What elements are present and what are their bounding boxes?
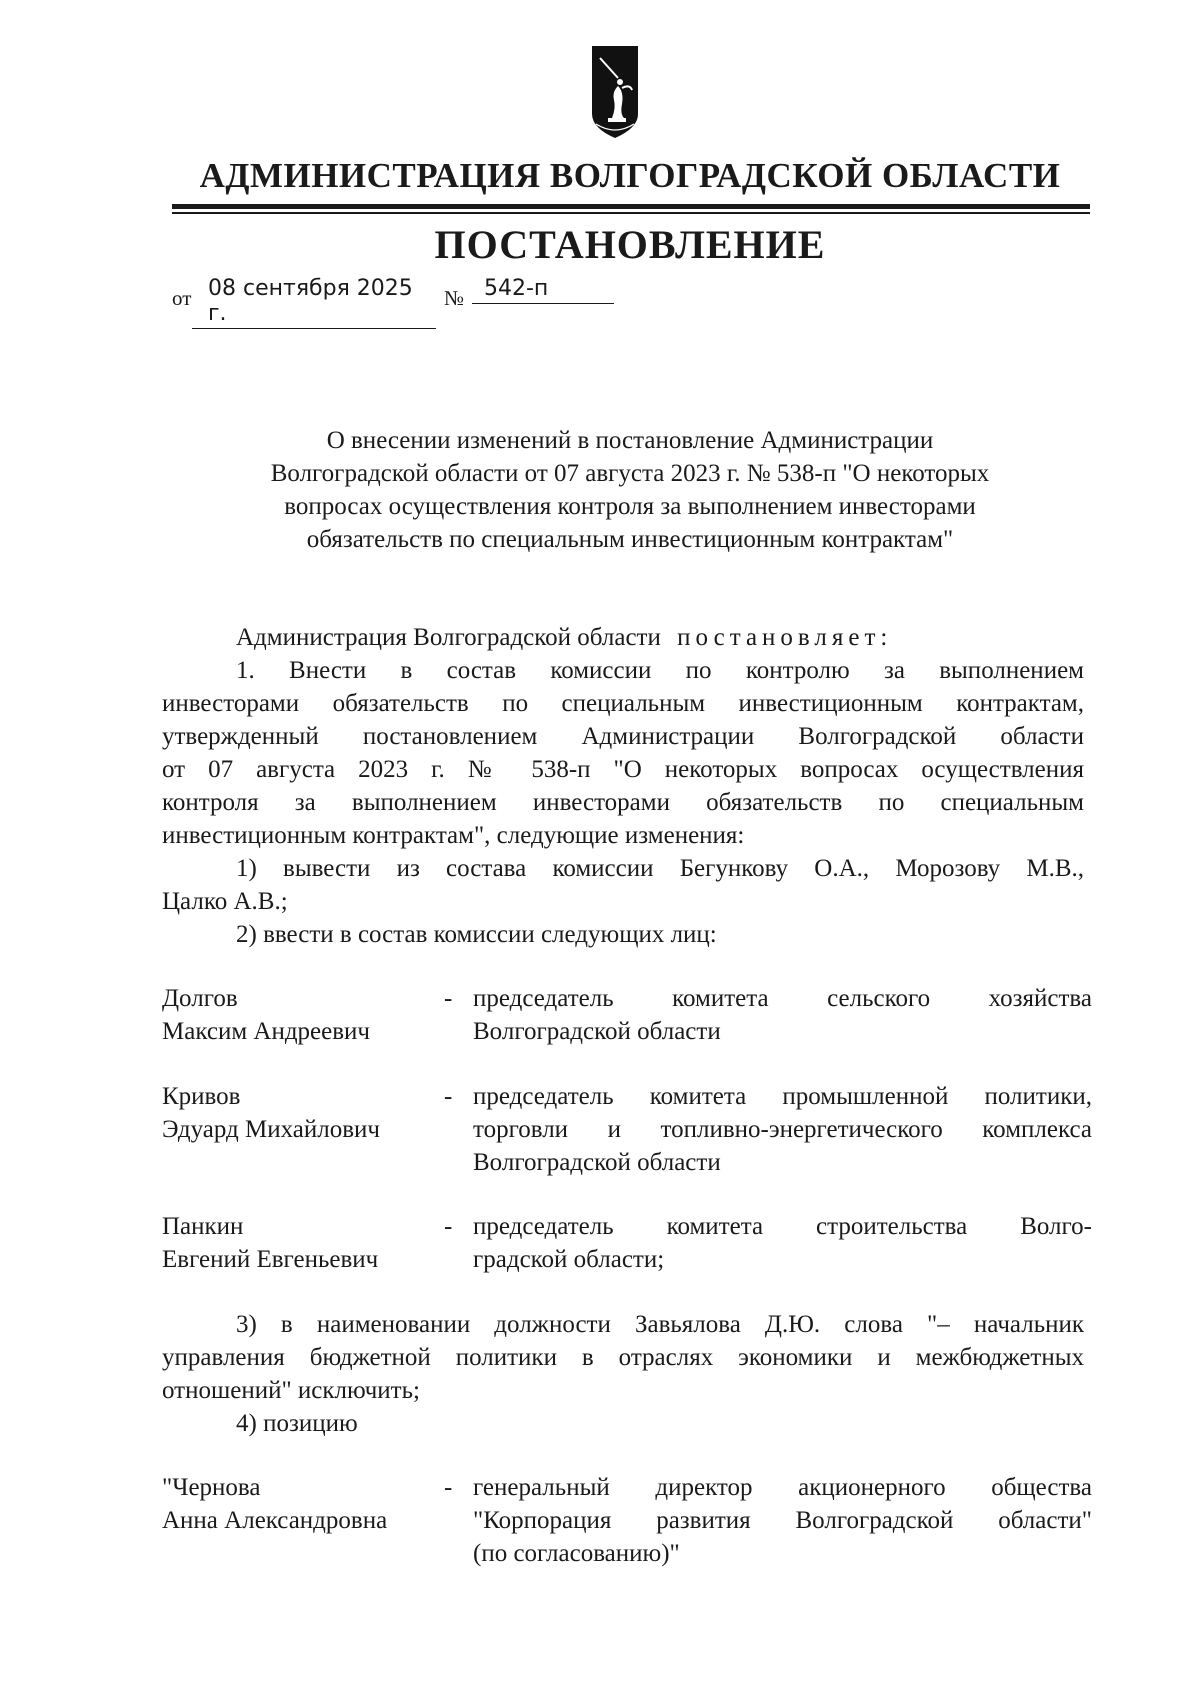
member-given-names: Максим Андреевич xyxy=(162,1018,370,1045)
subitem-4: 4) позицию xyxy=(236,1410,358,1437)
item-1-line: инвестиционным контрактам", следующие изменения: xyxy=(162,822,745,849)
date-number-line xyxy=(172,276,632,326)
title-line: Волгоградской области от 07 августа 2023 г. № 538-п "О некоторых xyxy=(270,460,990,487)
member-position-chernova xyxy=(473,1471,1092,1570)
item-1-line: утвержденный постановлением Администрации Волгоградской области xyxy=(162,723,1084,750)
member-given-names: Эдуард Михайлович xyxy=(162,1116,380,1143)
member-position-line: председатель комитета строительства Волго- xyxy=(473,1213,1092,1240)
document-title xyxy=(160,424,1100,556)
member-position-dolgov xyxy=(473,982,1092,1048)
member-given-names: Анна Александровна xyxy=(162,1507,388,1534)
document-type: ПОСТАНОВЛЕНИЕ xyxy=(434,222,826,267)
preamble-text: Администрация Волгоградской области xyxy=(236,624,661,651)
subitem-1-line: 1) вывести из состава комиссии Бегункову О.А., Морозову М.В., xyxy=(236,855,1084,882)
member-dash: - xyxy=(444,1213,453,1240)
title-line: обязательств по специальным инвестиционным контрактам" xyxy=(306,526,954,553)
number-label: № xyxy=(444,286,465,310)
member-position-pankin xyxy=(473,1210,1092,1276)
item-1 xyxy=(162,654,1084,852)
subitem-1 xyxy=(162,852,1084,918)
volgograd-coat-of-arms-icon xyxy=(590,44,640,144)
title-line: вопросах осуществления контроля за выполнением инвесторами xyxy=(284,493,976,520)
item-1-line: от 07 августа 2023 г. № 538-п "О некоторых вопросах осуществления xyxy=(162,756,1084,783)
member-dash: - xyxy=(444,1474,453,1501)
resolves-word: постановляет: xyxy=(677,624,893,651)
member-position-line: (по согласованию)" xyxy=(473,1540,680,1567)
subitem-3-line: отношений" исключить; xyxy=(162,1377,420,1404)
member-dash: - xyxy=(444,985,453,1012)
member-position-line: генеральный директор акционерного общества xyxy=(473,1474,1092,1501)
member-dash: - xyxy=(444,1083,453,1110)
member-name-krivov xyxy=(162,1080,422,1146)
member-name-pankin xyxy=(162,1210,422,1276)
header-rule-thin xyxy=(172,212,1090,214)
document-date: 08 сентября 2025 г. xyxy=(192,276,436,329)
member-position-line: "Корпорация развития Волгоградской области" xyxy=(473,1507,1092,1534)
member-given-names: Евгений Евгеньевич xyxy=(162,1246,379,1273)
document-number: 542-п xyxy=(472,276,614,304)
preamble xyxy=(236,621,892,654)
subitem-3 xyxy=(162,1308,1084,1407)
member-position-line: градской области; xyxy=(473,1246,665,1273)
item-1-line: 1. Внести в состав комиссии по контролю за выполнением xyxy=(236,657,1084,684)
date-from-label: от xyxy=(172,286,192,310)
member-name-chernova xyxy=(162,1471,422,1537)
member-surname: Кривов xyxy=(162,1083,241,1110)
subitem-3-line: управления бюджетной политики в отраслях экономики и межбюджетных xyxy=(162,1344,1084,1371)
organization-name: АДМИНИСТРАЦИЯ ВОЛГОГРАДСКОЙ ОБЛАСТИ xyxy=(199,156,1061,195)
header-rule-thick xyxy=(172,204,1090,209)
member-position-line: торговли и топливно-энергетического комплекса xyxy=(473,1116,1092,1143)
member-surname: "Чернова xyxy=(162,1474,261,1501)
member-position-krivov xyxy=(473,1080,1092,1179)
title-line: О внесении изменений в постановление Администрации xyxy=(326,427,934,454)
member-surname: Панкин xyxy=(162,1213,244,1240)
member-position-line: председатель комитета сельского хозяйства xyxy=(473,985,1092,1012)
item-1-line: контроля за выполнением инвесторами обязательств по специальным xyxy=(162,789,1084,816)
member-surname: Долгов xyxy=(162,985,238,1012)
member-position-line: Волгоградской области xyxy=(473,1018,721,1045)
subitem-2: 2) ввести в состав комиссии следующих лиц: xyxy=(236,921,717,948)
subitem-3-line: 3) в наименовании должности Завьялова Д.Ю. слова "– начальник xyxy=(236,1311,1084,1338)
member-position-line: Волгоградской области xyxy=(473,1149,721,1176)
subitem-1-line: Цалко А.В.; xyxy=(162,888,288,915)
member-name-dolgov xyxy=(162,982,422,1048)
member-position-line: председатель комитета промышленной политики, xyxy=(473,1083,1092,1110)
item-1-line: инвесторами обязательств по специальным инвестиционным контрактам, xyxy=(162,690,1084,717)
